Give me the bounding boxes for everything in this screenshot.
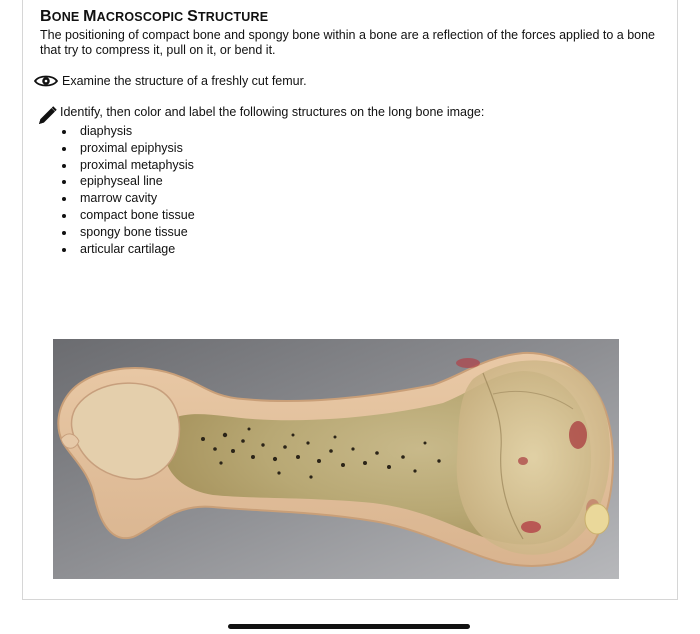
- blood-patch: [456, 358, 480, 368]
- title-letter: B: [40, 8, 52, 25]
- pencil-icon: [36, 105, 58, 127]
- list-item: compact bone tissue: [58, 207, 195, 224]
- title-letter: S: [187, 8, 198, 25]
- structures-list: [58, 123, 195, 257]
- intro-paragraph: The positioning of compact bone and spongy bone within a bone are a reflection of the forces applied to a bone that try to compress it, pull on it, or bend it.: [40, 28, 656, 57]
- list-item: articular cartilage: [58, 241, 195, 258]
- blood-patch: [569, 421, 587, 449]
- list-item: epiphyseal line: [58, 173, 195, 190]
- list-item: proximal metaphysis: [58, 157, 195, 174]
- title-part: ONE: [51, 10, 84, 24]
- page-title: [40, 8, 268, 26]
- eye-icon: [34, 74, 58, 88]
- title-letter: M: [83, 8, 97, 25]
- list-item: marrow cavity: [58, 190, 195, 207]
- list-item: proximal epiphysis: [58, 140, 195, 157]
- home-indicator[interactable]: [228, 624, 470, 629]
- femur-photo: [53, 339, 619, 579]
- blood-patch: [518, 457, 528, 465]
- title-part: TRUCTURE: [197, 10, 269, 24]
- examine-text: Examine the structure of a freshly cut femur.: [62, 74, 307, 88]
- examine-instruction: [34, 74, 307, 88]
- blood-patch: [521, 521, 541, 533]
- list-item: spongy bone tissue: [58, 224, 195, 241]
- cartilage-knob: [585, 504, 609, 534]
- title-part: ACROSCOPIC: [96, 10, 188, 24]
- list-item: diaphysis: [58, 123, 195, 140]
- identify-text: Identify, then color and label the following structures on the long bone image:: [60, 105, 485, 119]
